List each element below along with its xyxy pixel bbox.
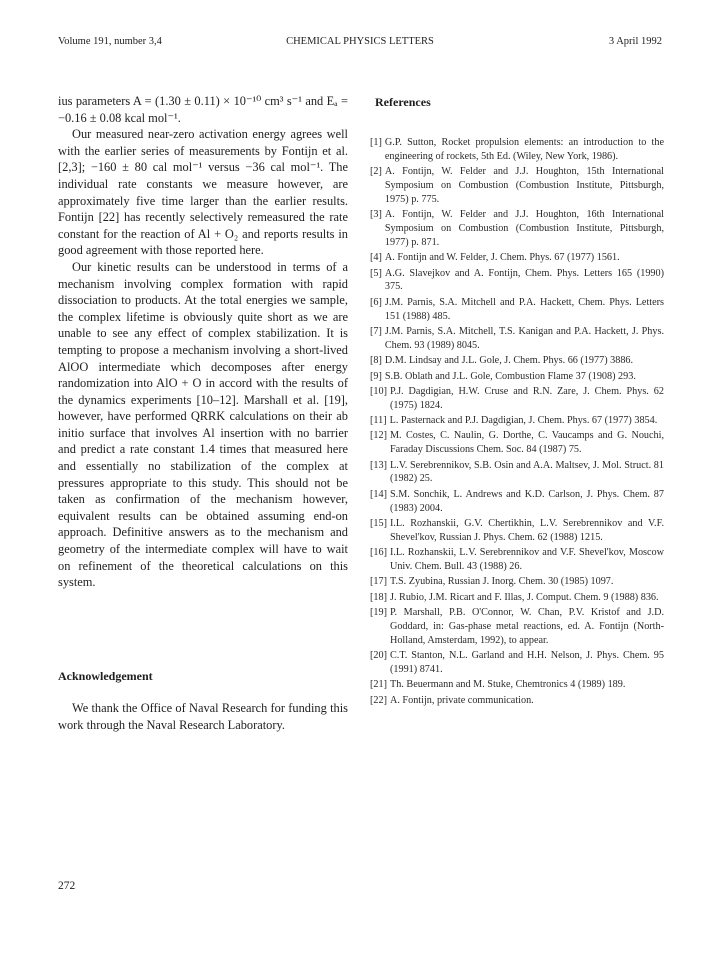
reference-text: L.V. Serebrennikov, S.B. Osin and A.A. Maltsev, J. Mol. Struct. 81 (1982) 25. [389, 459, 664, 485]
reference-text: I.L. Rozhanskii, G.V. Chertikhin, L.V. Serebrennikov and V.F. Shevel'kov, Russian J. Phys. Chem. 62 (1988) 1215. [389, 518, 664, 543]
reference-number: [1] [370, 137, 382, 148]
reference-item [370, 678, 664, 692]
reference-text: A. Fontijn, private communication. [389, 694, 534, 706]
reference-item [370, 267, 664, 295]
reference-item [370, 649, 664, 677]
volume-info: Volume 191, number 3,4 [58, 36, 162, 47]
reference-number: [7] [370, 325, 382, 337]
reference-number: [3] [370, 209, 382, 221]
reference-item [370, 385, 664, 413]
reference-item [370, 546, 664, 574]
reference-text: P. Marshall, P.B. O'Connor, W. Chan, P.V. Kristof and J.D. Goddard, in: Gas-phase metal reactions, ed. A. Fontijn (North-Holland, Amsterdam, 1992), to appear. [389, 607, 664, 646]
reference-number: [4] [370, 252, 382, 264]
reference-item [370, 251, 664, 265]
body-paragraph-3: Our kinetic results can be understood in terms of a mechanism involving complex formation with rapid dissociation to products. At the total energies we sample, the complex lifetime is obviously quite short as we are unable to see any effect of complex stabilization. It is tempting to propose a mechanism involving a short-lived AlOO intermediate which decomposes after energy randomization into AlO + O in accord with the results of the dynamics experiments [10–12]. Marshall et al. [19], however, have performed QRRK calculations on their ab initio surface that involves Al insertion with no barrier and predict a rate constant 1.4 times that measured here and essentially no stabilization of the complex at pressures appropriate to this study. This should not be taken as confirmation of the mechanism however, equivalent results can be obtained assuming end-on approach. Definitive answers as to the mechanism and geometry of the intermediate complex will have to wait on refinement of the theoretical calculations on this system. [58, 259, 348, 590]
reference-number: [5] [370, 267, 382, 279]
reference-item [370, 208, 664, 249]
reference-text: J.M. Parnis, S.A. Mitchell, T.S. Kanigan and P.A. Hackett, J. Phys. Chem. 93 (1989) 8045. [384, 325, 664, 351]
page-number: 272 [58, 880, 76, 892]
running-header [58, 36, 662, 52]
reference-list [370, 136, 664, 709]
reference-item [370, 414, 664, 428]
reference-number: [12] [370, 430, 387, 442]
reference-number: [6] [370, 296, 382, 308]
reference-number: [8] [370, 355, 382, 367]
reference-item [370, 354, 664, 368]
reference-item [370, 575, 664, 589]
reference-number: [20] [370, 650, 387, 662]
reference-text: A. Fontijn, W. Felder and J.J. Houghton, 15th International Symposium on Combustion (Combustion Institute, Pittsburgh, 1975) p. 775. [384, 166, 664, 205]
reference-number: [19] [370, 607, 387, 619]
left-column [58, 93, 348, 591]
reference-text: Th. Beuermann and M. Stuke, Chemtronics 4 (1989) 189. [389, 679, 626, 691]
reference-text: M. Costes, C. Naulin, G. Dorthe, C. Vaucamps and G. Nouchi, Faraday Discussions Chem. Soc. 84 (1987) 75. [389, 430, 664, 456]
reference-number: [18] [370, 591, 387, 603]
reference-text: G.P. Sutton, Rocket propulsion elements: an introduction to the engineering of rockets, 5th Ed. (Wiley, New York, 1986). [384, 137, 664, 162]
reference-item [370, 517, 664, 545]
reference-item [370, 429, 664, 457]
references-heading: References [375, 95, 431, 109]
body-paragraph-1: ius parameters A = (1.30 ± 0.11) × 10⁻¹⁰ cm³ s⁻¹ and Eₐ = −0.16 ± 0.08 kcal mol⁻¹. [58, 94, 348, 125]
reference-text: A.G. Slavejkov and A. Fontijn, Chem. Phys. Letters 165 (1990) 375. [384, 267, 664, 293]
reference-number: [21] [370, 679, 387, 691]
reference-text: D.M. Lindsay and J.L. Gole, J. Chem. Phys. 66 (1977) 3886. [384, 355, 634, 367]
reference-item [370, 591, 664, 605]
reference-number: [16] [370, 547, 387, 559]
reference-text: L. Pasternack and P.J. Dagdigian, J. Chem. Phys. 67 (1977) 3854. [389, 415, 658, 427]
reference-item [370, 325, 664, 353]
reference-item [370, 459, 664, 487]
reference-text: T.S. Zyubina, Russian J. Inorg. Chem. 30 (1985) 1097. [389, 576, 614, 588]
reference-item [370, 165, 664, 206]
reference-number: [9] [370, 370, 382, 382]
reference-item [370, 488, 664, 516]
reference-text: J. Rubio, J.M. Ricart and F. Illas, J. Comput. Chem. 9 (1988) 836. [389, 591, 659, 603]
reference-item [370, 606, 664, 647]
reference-item [370, 370, 664, 384]
reference-item [370, 136, 664, 164]
reference-number: [17] [370, 576, 387, 588]
reference-number: [10] [370, 385, 387, 397]
reference-text: S.B. Oblath and J.L. Gole, Combustion Flame 37 (1908) 293. [384, 370, 636, 382]
reference-number: [13] [370, 459, 387, 471]
reference-item [370, 694, 664, 708]
issue-date: 3 April 1992 [608, 36, 662, 47]
body-paragraph-2: Our measured near-zero activation energy agrees well with the earlier series of measurements by Fontijn et al. [2,3]; −160 ± 80 cal mol⁻¹ versus −36 cal mol⁻¹. The individual rate constants we measure however, are approximately five time larger than the earlier results. Fontijn [22] has recently selectively remeasured the rate constant for the reaction of Al + O₂ and reports results in good agreement with those reported here. [58, 127, 348, 258]
reference-text: A. Fontijn and W. Felder, J. Chem. Phys. 67 (1977) 1561. [384, 252, 620, 264]
reference-text: C.T. Stanton, N.L. Garland and H.H. Nelson, J. Phys. Chem. 95 (1991) 8741. [389, 650, 664, 675]
reference-text: A. Fontijn, W. Felder and J.J. Houghton, 16th International Symposium on Combustion (Combustion Institute, Pittsburgh, 1977) p. 871. [384, 209, 664, 248]
reference-number: [14] [370, 488, 387, 500]
reference-number: [11] [370, 415, 387, 427]
reference-text: J.M. Parnis, S.A. Mitchell and P.A. Hackett, Chem. Phys. Letters 151 (1988) 485. [384, 296, 664, 322]
acknowledgement-heading: Acknowledgement [58, 669, 153, 683]
reference-number: [2] [370, 166, 382, 178]
journal-title: CHEMICAL PHYSICS LETTERS [286, 36, 434, 47]
reference-text: P.J. Dagdigian, H.W. Cruse and R.N. Zare, J. Chem. Phys. 62 (1975) 1824. [389, 385, 664, 411]
reference-number: [22] [370, 694, 387, 706]
acknowledgement-text: We thank the Office of Naval Research for funding this work through the Naval Research Laboratory. [58, 701, 348, 732]
reference-item [370, 296, 664, 324]
reference-text: I.L. Rozhanskii, L.V. Serebrennikov and V.F. Shevel'kov, Moscow Univ. Chem. Bull. 43 (1988) 26. [389, 547, 664, 573]
reference-number: [15] [370, 518, 387, 530]
reference-text: S.M. Sonchik, L. Andrews and K.D. Carlson, J. Phys. Chem. 87 (1983) 2004. [389, 488, 664, 514]
